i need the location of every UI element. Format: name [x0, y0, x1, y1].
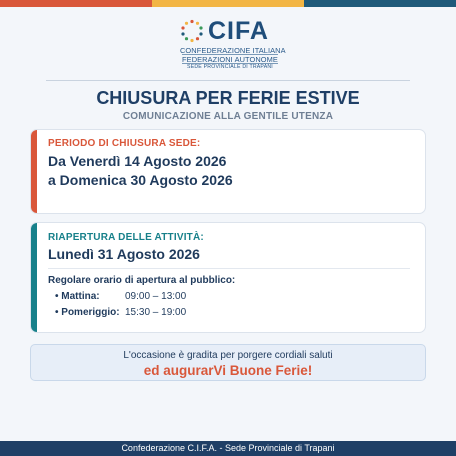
logo-line-3: SEDE PROVINCIALE DI TRAPANI [187, 64, 273, 70]
hours-time: 15:30 – 19:00 [125, 307, 187, 318]
top-bar-yellow-segment [152, 0, 304, 7]
hours-time: 09:00 – 13:00 [125, 291, 187, 302]
reopening-card [30, 222, 426, 333]
footer-text: Confederazione C.I.F.A. - Sede Provinciale di Trapani [121, 443, 335, 453]
logo-line-2: FEDERAZIONI AUTONOME [182, 55, 278, 64]
header-divider [46, 80, 410, 81]
greeting-box [30, 344, 426, 381]
page-title: CHIUSURA PER FERIE ESTIVE [96, 88, 360, 108]
greeting-line-2: ed augurarVi Buone Ferie! [143, 363, 313, 378]
top-bar-red-segment [0, 0, 152, 7]
hours-label: • Pomeriggio: [55, 307, 120, 318]
card-divider [48, 268, 410, 269]
reopening-date: Lunedì 31 Agosto 2026 [48, 246, 200, 262]
logo-wordmark: CIFA [208, 17, 269, 45]
top-color-bar [0, 0, 456, 7]
closure-end-date: a Domenica 30 Agosto 2026 [48, 172, 233, 188]
page-subtitle: COMUNICAZIONE ALLA GENTILE UTENZA [122, 111, 334, 122]
card-accent-bar [31, 130, 37, 213]
closure-start-date: Da Venerdì 14 Agosto 2026 [48, 153, 227, 169]
cifa-logo [178, 16, 286, 70]
closure-label: PERIODO DI CHIUSURA SEDE: [48, 138, 201, 149]
logo-line-1: CONFEDERAZIONE ITALIANA [180, 46, 286, 55]
footer-bar [0, 441, 456, 456]
ring-of-dots-icon [180, 19, 204, 43]
closure-period-card [30, 129, 426, 214]
hours-label: • Mattina: [55, 291, 100, 302]
card-accent-bar [31, 223, 37, 332]
reopening-label: RIAPERTURA DELLE ATTIVITÀ: [48, 232, 204, 243]
hours-title: Regolare orario di apertura al pubblico: [48, 275, 236, 286]
top-bar-teal-segment [304, 0, 456, 7]
greeting-line-1: L'occasione è gradita per porgere cordiali saluti [123, 350, 333, 361]
